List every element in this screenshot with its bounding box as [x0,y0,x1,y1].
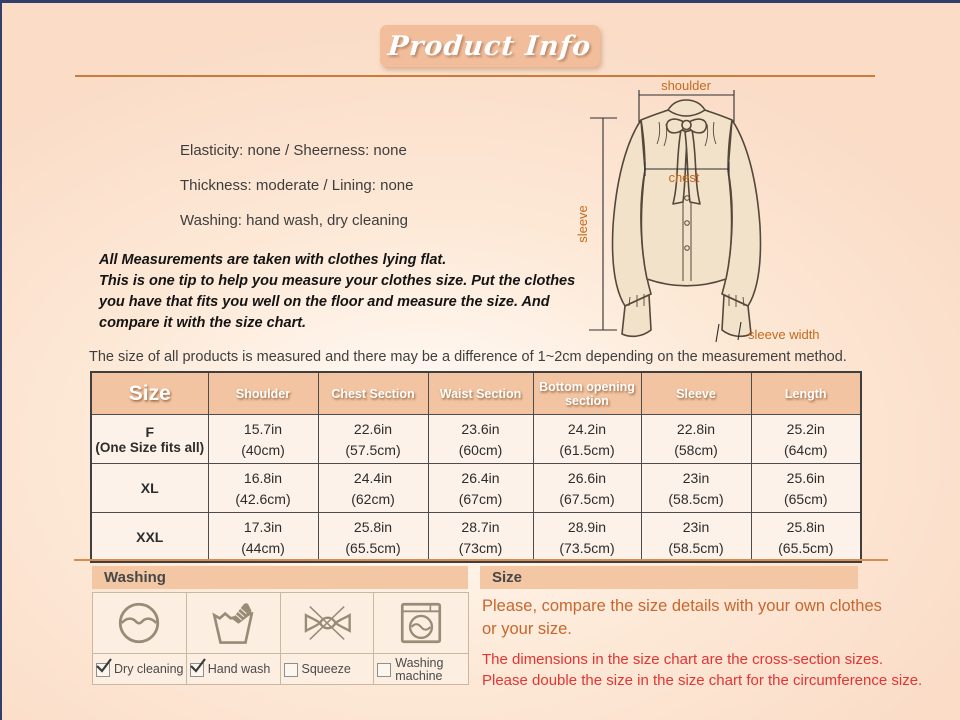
blouse-measurement-diagram [567,78,887,348]
squeeze-checkbox[interactable] [284,663,298,677]
washing-option-label: Washing machine [395,655,444,683]
detail-thickness: Thickness: moderate / Lining: none [180,177,414,194]
table-row-xl [91,464,861,513]
page-title-banner [380,25,600,67]
table-cell: 23in (58.5cm) [641,513,751,563]
measuring-tip-line1: All Measurements are taken with clothes lying flat. [99,252,447,268]
table-cell: 28.9in (73.5cm) [533,513,641,563]
size-row-label: XL [91,464,208,513]
washing-icon-cell [93,593,187,654]
hand-wash-icon [207,598,259,648]
size-section-notes [482,595,960,691]
measuring-tip-line2: This is one tip to help you measure your clothes size. Put the clothes you have that fits you well on the floor and measure the size. And compare it with the size chart. [99,273,576,331]
column-header-bottom-opening: Bottom opening section [533,372,641,415]
mid-divider [74,559,888,561]
size-row-label: F (One Size fits all) [91,415,208,464]
table-cell: 22.6in (57.5cm) [318,415,428,464]
washing-option-label: Dry cleaning [114,662,184,676]
table-row-xxl [91,513,861,563]
measuring-tip [99,250,577,334]
table-cell: 22.8in (58cm) [641,415,751,464]
size-warning-note [482,649,960,691]
washing-icon-cell [187,593,281,654]
chest-label: chest [668,170,700,185]
sleeve-label: sleeve [575,205,590,243]
washing-machine-icon [396,598,446,648]
top-divider [75,75,875,77]
size-compare-note: Please, compare the size details with your own clothes or your size. [482,597,882,638]
table-cell: 25.2in (64cm) [751,415,861,464]
shoulder-label: shoulder [661,78,711,93]
washing-option-washing-machine [374,654,468,685]
hand-wash-checkbox[interactable] [190,663,204,677]
washing-option-squeeze [281,654,375,685]
sleeve-width-label: sleeve width [748,327,820,342]
table-cell: 23.6in (60cm) [428,415,533,464]
washing-option-label: Hand wash [207,662,271,676]
header-row [91,372,861,415]
size-warning-line2: Please double the size in the size chart for the circumference size. [482,672,923,689]
table-cell: 24.2in (61.5cm) [533,415,641,464]
column-header-shoulder: Shoulder [208,372,318,415]
washing-machine-checkbox[interactable] [377,663,391,677]
table-cell: 17.3in (44cm) [208,513,318,563]
page-title: Product Info [387,30,593,62]
squeeze-icon [299,598,355,648]
washing-option-dry-cleaning [93,654,187,685]
dry-cleaning-icon [113,598,165,648]
washing-option-hand-wash [187,654,281,685]
size-tolerance-note: The size of all products is measured and there may be a difference of 1~2cm depending on the measurement method. [89,349,847,365]
table-cell: 15.7in (40cm) [208,415,318,464]
detail-elasticity: Elasticity: none / Sheerness: none [180,142,407,159]
column-header-size: Size [91,372,208,415]
size-row-label: XXL [91,513,208,563]
dry-cleaning-checkbox[interactable] [96,663,110,677]
table-cell: 16.8in (42.6cm) [208,464,318,513]
washing-icon-cell [374,593,468,654]
washing-option-label: Squeeze [301,662,351,676]
washing-symbols-grid [92,592,469,685]
table-cell: 25.8in (65.5cm) [318,513,428,563]
column-header-length: Length [751,372,861,415]
table-row-f [91,415,861,464]
size-warning-line1: The dimensions in the size chart are the cross-section sizes. [482,651,884,668]
washing-section-header [92,566,468,589]
table-cell: 25.6in (65cm) [751,464,861,513]
column-header-chest: Chest Section [318,372,428,415]
size-section-title: Size [492,569,523,586]
table-cell: 23in (58.5cm) [641,464,751,513]
table-cell: 25.8in (65.5cm) [751,513,861,563]
column-header-waist: Waist Section [428,372,533,415]
detail-washing: Washing: hand wash, dry cleaning [180,212,408,229]
table-cell: 26.4in (67cm) [428,464,533,513]
checkmark-icon [189,656,207,674]
checkmark-icon [95,656,113,674]
table-cell: 28.7in (73cm) [428,513,533,563]
size-section-header [480,566,858,589]
fabric-details [180,142,413,247]
column-header-sleeve: Sleeve [641,372,751,415]
size-chart-table [90,371,862,563]
table-cell: 24.4in (62cm) [318,464,428,513]
table-cell: 26.6in (67.5cm) [533,464,641,513]
blouse-illustration [613,100,761,336]
washing-section-title: Washing [104,569,166,586]
washing-icon-cell [281,593,375,654]
